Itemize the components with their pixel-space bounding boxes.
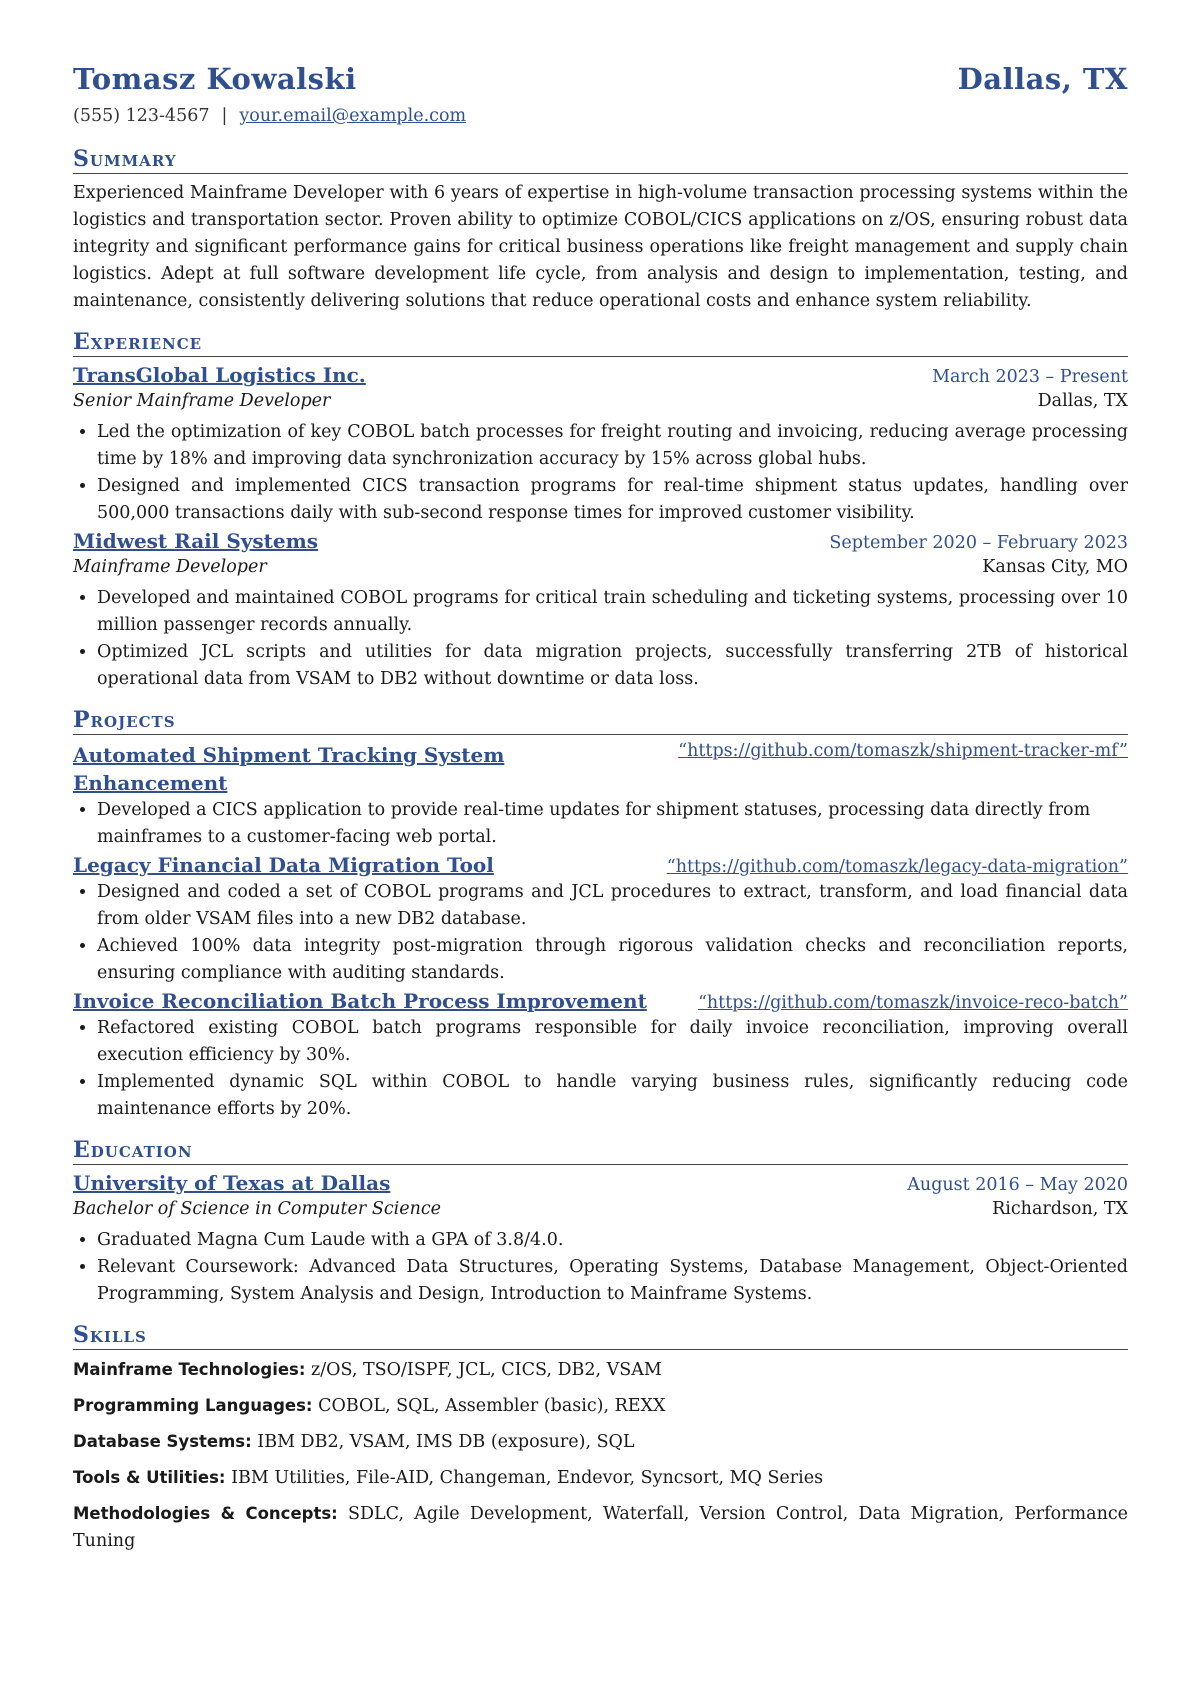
job-location: Kansas City, MO: [982, 557, 1128, 577]
experience-entry: [73, 529, 1128, 693]
school-location: Richardson, TX: [992, 1199, 1128, 1219]
resume-page: [73, 62, 1128, 1563]
contact-separator: |: [221, 106, 228, 126]
degree: Bachelor of Science in Computer Science: [73, 1199, 442, 1219]
list-item: • Graduated Magna Cum Laude with a GPA of 3.8/4.0.: [97, 1227, 1128, 1254]
education-dates: August 2016 – May 2020: [907, 1175, 1128, 1195]
bullet-list: [73, 585, 1128, 693]
skill-value: IBM Utilities, File-AID, Changeman, Endevor, Syncsort, MQ Series: [231, 1468, 824, 1488]
project-title[interactable]: Automated Shipment Tracking System Enhancement: [73, 743, 505, 795]
section-title-experience: Experience: [73, 329, 1128, 357]
education-entry: [73, 1171, 1128, 1308]
skill-row: [73, 1500, 1128, 1555]
project-title[interactable]: Invoice Reconciliation Batch Process Improvement: [73, 989, 647, 1013]
skill-row: [73, 1428, 1128, 1456]
summary-text: Experienced Mainframe Developer with 6 years of expertise in high-volume transaction processing systems within the logistics and transportation sector. Proven ability to optimize COBOL/CICS applications on z/OS, ensuring robust data integrity and significant performance gains for critical business operations like freight management and supply chain logistics. Adept at full software development life cycle, from analysis and design to implementation, testing, and maintenance, consistently delivering solutions that reduce operational costs and enhance system reliability.: [73, 183, 1128, 311]
contact-line: [73, 106, 1128, 126]
bullet-list: [73, 1015, 1128, 1123]
project-entry: [73, 851, 1128, 987]
section-title-skills: Skills: [73, 1322, 1128, 1350]
list-item: • Developed a CICS application to provide real-time updates for shipment statuses, processing data directly from mainframes to a customer-facing web portal.: [97, 797, 1128, 851]
list-item: • Designed and implemented CICS transaction programs for real-time shipment status updates, handling over 500,000 transactions daily with sub-second response times for improved customer visibility.: [97, 473, 1128, 527]
project-link[interactable]: “https://github.com/tomaszk/shipment-tracker-mf”: [678, 741, 1128, 761]
list-item: • Designed and coded a set of COBOL programs and JCL procedures to extract, transform, and load financial data from older VSAM files into a new DB2 database.: [97, 879, 1128, 933]
skill-value: COBOL, SQL, Assembler (basic), REXX: [318, 1396, 666, 1416]
header: [73, 62, 1128, 96]
project-entry: [73, 987, 1128, 1123]
project-title[interactable]: Legacy Financial Data Migration Tool: [73, 853, 494, 877]
candidate-name: Tomasz Kowalski: [73, 62, 357, 96]
experience-entry: [73, 363, 1128, 527]
company-name[interactable]: TransGlobal Logistics Inc.: [73, 363, 366, 387]
list-item: • Optimized JCL scripts and utilities for data migration projects, successfully transferring 2TB of historical operational data from VSAM to DB2 without downtime or data loss.: [97, 639, 1128, 693]
skill-label: Database Systems:: [73, 1432, 252, 1451]
phone: (555) 123-4567: [73, 106, 210, 126]
project-entry: [73, 741, 1128, 851]
section-title-projects: Projects: [73, 707, 1128, 735]
list-item: • Refactored existing COBOL batch programs responsible for daily invoice reconciliation, improving overall execution efficiency by 30%.: [97, 1015, 1128, 1069]
job-dates: March 2023 – Present: [932, 367, 1128, 387]
skill-label: Programming Languages:: [73, 1396, 313, 1415]
company-name[interactable]: Midwest Rail Systems: [73, 529, 319, 553]
job-role: Mainframe Developer: [73, 557, 267, 577]
section-title-education: Education: [73, 1137, 1128, 1165]
job-role: Senior Mainframe Developer: [73, 391, 331, 411]
job-location: Dallas, TX: [1037, 391, 1128, 411]
list-item: • Relevant Coursework: Advanced Data Structures, Operating Systems, Database Management, Object-Oriented Programming, System Analysis and Design, Introduction to Mainframe Systems.: [97, 1254, 1128, 1308]
skill-value: SDLC, Agile Development, Waterfall, Version Control, Data Migration, Performance Tuning: [73, 1504, 1128, 1551]
list-item: • Led the optimization of key COBOL batch processes for freight routing and invoicing, reducing average processing time by 18% and improving data synchronization accuracy by 15% across global hubs.: [97, 419, 1128, 473]
skill-row: [73, 1356, 1128, 1384]
skill-label: Methodologies & Concepts:: [73, 1504, 338, 1523]
section-title-summary: Summary: [73, 146, 1128, 174]
job-dates: September 2020 – February 2023: [829, 533, 1128, 553]
list-item: • Achieved 100% data integrity post-migration through rigorous validation checks and reconciliation reports, ensuring compliance with auditing standards.: [97, 933, 1128, 987]
bullet-list: [73, 797, 1128, 851]
bullet-list: [73, 1227, 1128, 1308]
skill-label: Mainframe Technologies:: [73, 1360, 306, 1379]
skill-value: IBM DB2, VSAM, IMS DB (exposure), SQL: [257, 1432, 635, 1452]
bullet-list: [73, 419, 1128, 527]
bullet-list: [73, 879, 1128, 987]
project-link[interactable]: “https://github.com/tomaszk/invoice-reco-batch”: [697, 993, 1128, 1013]
skill-row: [73, 1464, 1128, 1492]
list-item: • Developed and maintained COBOL programs for critical train scheduling and ticketing systems, processing over 10 million passenger records annually.: [97, 585, 1128, 639]
skill-value: z/OS, TSO/ISPF, JCL, CICS, DB2, VSAM: [311, 1360, 662, 1380]
candidate-location: Dallas, TX: [957, 62, 1128, 96]
email-link[interactable]: your.email@example.com: [239, 106, 467, 126]
school-name[interactable]: University of Texas at Dallas: [73, 1171, 391, 1195]
project-link[interactable]: “https://github.com/tomaszk/legacy-data-migration”: [666, 857, 1128, 877]
list-item: • Implemented dynamic SQL within COBOL to handle varying business rules, significantly reducing code maintenance efforts by 20%.: [97, 1069, 1128, 1123]
skill-label: Tools & Utilities:: [73, 1468, 226, 1487]
skill-row: [73, 1392, 1128, 1420]
